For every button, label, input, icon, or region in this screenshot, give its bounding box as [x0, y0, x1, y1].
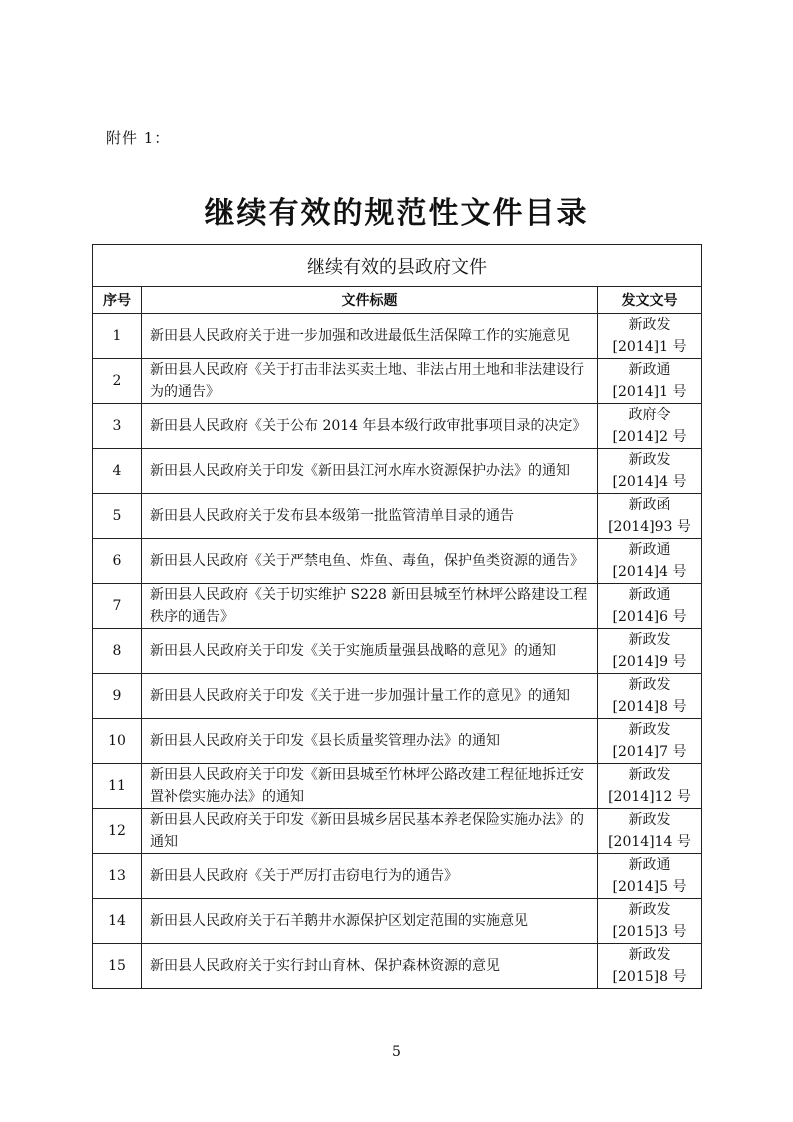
document-title-cell: 新田县人民政府关于印发《县长质量奖管理办法》的通知: [142, 719, 598, 764]
document-code-cell: [598, 584, 702, 629]
row-number: 13: [93, 854, 142, 899]
row-number: 6: [93, 539, 142, 584]
document-code-cell: [598, 764, 702, 809]
code-number: [2014]14 号: [608, 834, 691, 850]
row-number: 5: [93, 494, 142, 539]
document-code-cell: [598, 314, 702, 359]
document-title-cell: 新田县人民政府《关于严禁电鱼、炸鱼、毒鱼，保护鱼类资源的通告》: [142, 539, 598, 584]
code-number: [2014]6 号: [612, 609, 687, 625]
document-list-table: [92, 244, 702, 989]
document-title-cell: 新田县人民政府《关于公布 2014 年县本级行政审批事项目录的决定》: [142, 404, 598, 449]
document-title-cell: 新田县人民政府关于进一步加强和改进最低生活保障工作的实施意见: [142, 314, 598, 359]
document-code-cell: [598, 944, 702, 989]
table-row: [93, 539, 702, 584]
row-number: 4: [93, 449, 142, 494]
document-title-cell: 新田县人民政府关于实行封山育林、保护森林资源的意见: [142, 944, 598, 989]
column-header-title: 文件标题: [142, 287, 598, 314]
code-prefix: 新政发: [628, 767, 671, 783]
document-title-cell: 新田县人民政府《关于打击非法买卖土地、非法占用土地和非法建设行为的通告》: [142, 359, 598, 404]
document-code-cell: [598, 809, 702, 854]
table-row: [93, 719, 702, 764]
table-row: [93, 494, 702, 539]
document-title-cell: 新田县人民政府关于印发《新田县城至竹林坪公路改建工程征地拆迁安置补偿实施办法》的通知: [142, 764, 598, 809]
code-prefix: 新政发: [628, 317, 671, 333]
table-row: [93, 854, 702, 899]
document-title-cell: 新田县人民政府关于石羊鹅井水源保护区划定范围的实施意见: [142, 899, 598, 944]
document-title-cell: 新田县人民政府《关于严厉打击窃电行为的通告》: [142, 854, 598, 899]
document-title-cell: 新田县人民政府关于印发《关于实施质量强县战略的意见》的通知: [142, 629, 598, 674]
code-prefix: 新政发: [628, 947, 671, 963]
document-code-cell: [598, 854, 702, 899]
code-prefix: 新政通: [628, 587, 671, 603]
code-number: [2014]4 号: [612, 474, 687, 490]
document-title-cell: 新田县人民政府关于发布县本级第一批监管清单目录的通告: [142, 494, 598, 539]
page-number: 5: [392, 1044, 401, 1060]
code-number: [2015]8 号: [612, 969, 687, 985]
code-number: [2014]8 号: [612, 699, 687, 715]
table-row: [93, 809, 702, 854]
code-number: [2014]5 号: [612, 879, 687, 895]
code-number: [2014]12 号: [608, 789, 691, 805]
column-header-code: 发文文号: [598, 287, 702, 314]
code-number: [2014]1 号: [612, 384, 687, 400]
document-code-cell: [598, 674, 702, 719]
code-number: [2014]9 号: [612, 654, 687, 670]
code-prefix: 新政发: [628, 722, 671, 738]
code-number: [2014]7 号: [612, 744, 687, 760]
document-code-cell: [598, 494, 702, 539]
table-row: [93, 944, 702, 989]
code-prefix: 新政函: [628, 497, 671, 513]
code-prefix: 新政发: [628, 632, 671, 648]
code-prefix: 新政通: [628, 362, 671, 378]
row-number: 14: [93, 899, 142, 944]
row-number: 12: [93, 809, 142, 854]
code-prefix: 政府令: [628, 407, 671, 423]
table-row: [93, 404, 702, 449]
row-number: 11: [93, 764, 142, 809]
row-number: 3: [93, 404, 142, 449]
table-row: [93, 449, 702, 494]
document-code-cell: [598, 629, 702, 674]
document-title-cell: 新田县人民政府《关于切实维护 S228 新田县城至竹林坪公路建设工程秩序的通告》: [142, 584, 598, 629]
table-row: [93, 584, 702, 629]
code-prefix: 新政发: [628, 902, 671, 918]
document-title-cell: 新田县人民政府关于印发《关于进一步加强计量工作的意见》的通知: [142, 674, 598, 719]
row-number: 7: [93, 584, 142, 629]
table-row: [93, 629, 702, 674]
document-code-cell: [598, 404, 702, 449]
code-number: [2014]1 号: [612, 339, 687, 355]
row-number: 10: [93, 719, 142, 764]
table-row: [93, 314, 702, 359]
document-code-cell: [598, 539, 702, 584]
column-header-number: 序号: [93, 287, 142, 314]
document-code-cell: [598, 899, 702, 944]
code-number: [2014]2 号: [612, 429, 687, 445]
row-number: 2: [93, 359, 142, 404]
table-caption: 继续有效的县政府文件: [93, 245, 702, 287]
row-number: 15: [93, 944, 142, 989]
code-prefix: 新政发: [628, 452, 671, 468]
document-code-cell: [598, 449, 702, 494]
table-body: [93, 314, 702, 989]
row-number: 8: [93, 629, 142, 674]
code-number: [2014]93 号: [608, 519, 691, 535]
code-prefix: 新政发: [628, 677, 671, 693]
table-row: [93, 764, 702, 809]
code-prefix: 新政发: [628, 812, 671, 828]
code-prefix: 新政通: [628, 857, 671, 873]
code-number: [2015]3 号: [612, 924, 687, 940]
row-number: 1: [93, 314, 142, 359]
row-number: 9: [93, 674, 142, 719]
code-number: [2014]4 号: [612, 564, 687, 580]
document-code-cell: [598, 359, 702, 404]
document-title-cell: 新田县人民政府关于印发《新田县城乡居民基本养老保险实施办法》的通知: [142, 809, 598, 854]
attachment-label: 附件 1：: [106, 129, 171, 147]
document-code-cell: [598, 719, 702, 764]
table-row: [93, 359, 702, 404]
document-title: 继续有效的规范性文件目录: [204, 196, 589, 231]
table-row: [93, 674, 702, 719]
code-prefix: 新政通: [628, 542, 671, 558]
document-title-cell: 新田县人民政府关于印发《新田县江河水库水资源保护办法》的通知: [142, 449, 598, 494]
table-row: [93, 899, 702, 944]
